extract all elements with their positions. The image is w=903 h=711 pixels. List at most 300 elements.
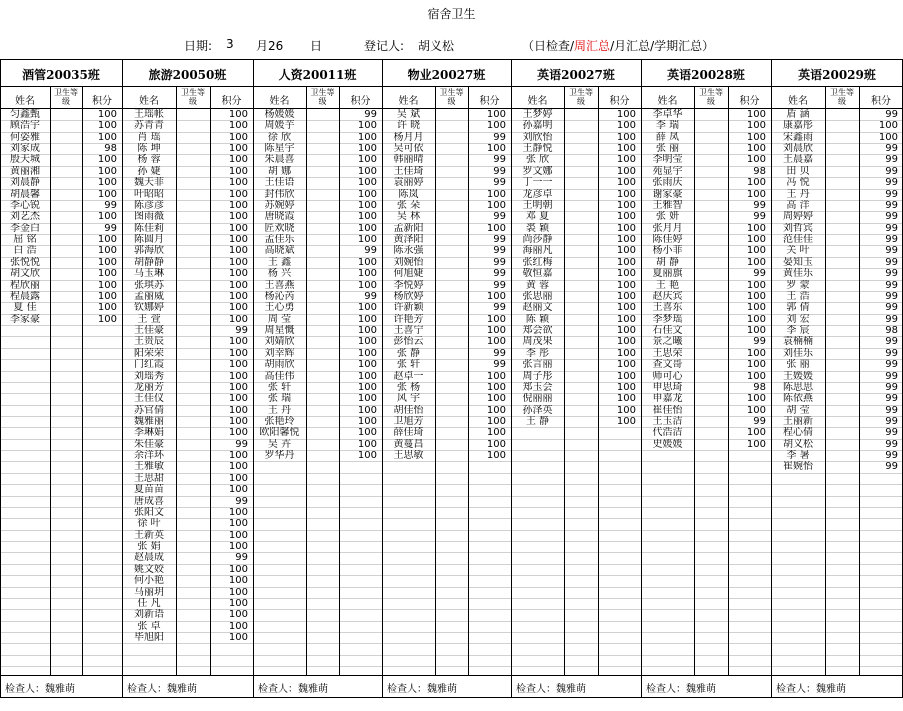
- student-name: 田 贝: [786, 166, 810, 177]
- student-name: 王贵辰: [134, 336, 164, 347]
- student-points: 99: [885, 257, 898, 268]
- student-points: 100: [228, 621, 248, 632]
- student-grade: [307, 257, 338, 268]
- student-grade: [307, 143, 338, 154]
- student-points: 100: [357, 314, 377, 325]
- student-name: 张阳文: [134, 507, 164, 518]
- student-points: 99: [753, 200, 766, 211]
- student-name: 何小艳: [134, 575, 164, 586]
- student-name: 毕旭阳: [134, 632, 164, 643]
- student-grade: [695, 143, 727, 154]
- student-points: 100: [228, 587, 248, 598]
- modes-suffix: /月汇总/学期汇总）: [610, 39, 715, 53]
- student-grade: [177, 461, 209, 472]
- student-name: 王思荣: [652, 348, 683, 359]
- student-grade: [565, 154, 597, 165]
- student-name: 王 鑫: [267, 257, 292, 268]
- student-name: 赵卓一: [393, 371, 424, 382]
- student-points: 99: [885, 427, 898, 438]
- student-name: 苏官倩: [134, 405, 164, 416]
- col-header-points: 积分: [739, 96, 760, 107]
- student-points: 100: [228, 280, 248, 291]
- student-grade: [307, 439, 338, 450]
- student-name: 盾 涵: [786, 109, 810, 120]
- student-name: 倪丽丽: [522, 393, 553, 404]
- student-grade: [826, 427, 858, 438]
- student-points: 99: [885, 359, 898, 370]
- student-name: 苏婉婷: [264, 200, 295, 211]
- student-name: 李梦瑶: [652, 314, 683, 325]
- student-grade: [51, 223, 81, 234]
- student-name: 李明莹: [652, 154, 683, 165]
- student-points: 99: [885, 154, 898, 165]
- col-header-name: 姓名: [657, 96, 678, 107]
- student-points: 100: [357, 325, 377, 336]
- student-name: 陈星宇: [264, 143, 295, 154]
- student-points: 100: [357, 200, 377, 211]
- row-gridline: [0, 655, 903, 656]
- student-name: 胡 娜: [267, 166, 292, 177]
- student-points: 100: [357, 143, 377, 154]
- student-points: 100: [228, 575, 248, 586]
- student-points: 100: [357, 120, 377, 131]
- student-points: 100: [357, 336, 377, 347]
- student-name: 李 宸: [786, 325, 810, 336]
- student-name: 王雅智: [652, 200, 683, 211]
- student-points: 100: [616, 382, 636, 393]
- student-grade: [826, 245, 858, 256]
- student-grade: [307, 359, 338, 370]
- student-grade: [565, 314, 597, 325]
- student-name: 胡 静: [655, 257, 680, 268]
- student-name: 胡晨馨: [10, 189, 40, 200]
- student-points: 100: [97, 257, 117, 268]
- student-name: 郭 倩: [786, 302, 810, 313]
- student-name: 罗文娜: [522, 166, 553, 177]
- student-name: 张红梅: [522, 257, 553, 268]
- student-points: 100: [616, 234, 636, 245]
- student-points: 100: [357, 211, 377, 222]
- student-points: 100: [228, 393, 248, 404]
- student-grade: [436, 405, 467, 416]
- student-name: 王喜东: [652, 302, 683, 313]
- student-name: 殷天城: [10, 154, 40, 165]
- student-points: 100: [97, 234, 117, 245]
- student-points: 98: [753, 382, 766, 393]
- student-points: 99: [885, 314, 898, 325]
- student-points: 100: [228, 177, 248, 188]
- student-grade: [695, 325, 727, 336]
- student-name: 崔佳怡: [652, 405, 683, 416]
- student-points: 100: [357, 166, 377, 177]
- student-grade: [307, 291, 338, 302]
- student-grade: [436, 336, 467, 347]
- student-name: 赵晨成: [134, 552, 164, 563]
- student-grade: [826, 200, 858, 211]
- student-grade: [177, 541, 209, 552]
- student-points: 100: [746, 291, 766, 302]
- student-name: 封伟欣: [264, 189, 295, 200]
- student-name: 胡义松: [783, 439, 813, 450]
- student-points: 100: [486, 120, 506, 131]
- checker-label: 检查人：: [127, 684, 167, 695]
- student-name: 王明朝: [522, 200, 553, 211]
- student-name: 薛佳琦: [393, 427, 424, 438]
- student-name: 吴 卉: [267, 439, 292, 450]
- class-name: 酒管20035班: [22, 68, 100, 82]
- student-name: 宋鑫雨: [783, 132, 813, 143]
- student-grade: [307, 109, 338, 120]
- student-points: 100: [616, 245, 636, 256]
- student-grade: [565, 336, 597, 347]
- rule-footer: [0, 697, 903, 698]
- student-name: 袁楠楠: [783, 336, 813, 347]
- student-grade: [826, 132, 858, 143]
- student-grade: [436, 325, 467, 336]
- student-grade: [695, 291, 727, 302]
- student-name: 高晓斌: [264, 245, 295, 256]
- student-grade: [695, 280, 727, 291]
- mode-weekly: 周汇总: [574, 39, 611, 53]
- student-grade: [695, 439, 727, 450]
- student-points: 100: [228, 359, 248, 370]
- student-points: 99: [885, 439, 898, 450]
- student-name: 张 欣: [525, 154, 550, 165]
- checker-name: 魏雅萌: [686, 684, 716, 695]
- student-grade: [565, 245, 597, 256]
- student-points: 100: [357, 359, 377, 370]
- student-name: 胡静静: [134, 257, 164, 268]
- student-grade: [177, 416, 209, 427]
- student-points: 100: [228, 382, 248, 393]
- student-name: 刘哲宾: [783, 223, 813, 234]
- student-grade: [565, 348, 597, 359]
- class-name: 英语20028班: [667, 68, 745, 82]
- student-name: 高佳伟: [264, 371, 295, 382]
- student-name: 陈佳婷: [652, 234, 683, 245]
- student-name: 周 莹: [267, 314, 292, 325]
- student-points: 99: [753, 416, 766, 427]
- student-points: 100: [228, 461, 248, 472]
- student-grade: [177, 245, 209, 256]
- student-name: 王 萱: [137, 314, 161, 325]
- student-grade: [307, 280, 338, 291]
- student-grade: [51, 154, 81, 165]
- student-points: 100: [746, 245, 766, 256]
- student-grade: [565, 405, 597, 416]
- student-grade: [51, 120, 81, 131]
- student-name: 魏雅丽: [134, 416, 164, 427]
- student-name: 王心勇: [264, 302, 295, 313]
- student-name: 屈 铭: [13, 234, 37, 245]
- student-name: 周子彤: [522, 371, 553, 382]
- student-points: 100: [616, 393, 636, 404]
- student-name: 景之曦: [652, 336, 683, 347]
- student-grade: [177, 280, 209, 291]
- student-name: 程心倩: [783, 427, 813, 438]
- student-grade: [565, 382, 597, 393]
- student-points: 100: [97, 291, 117, 302]
- student-name: 张 朵: [396, 200, 421, 211]
- student-grade: [307, 166, 338, 177]
- student-points: 100: [228, 336, 248, 347]
- student-grade: [436, 382, 467, 393]
- student-name: 许艳芳: [393, 314, 424, 325]
- student-points: 100: [746, 177, 766, 188]
- student-grade: [436, 132, 467, 143]
- student-name: 夏 佳: [13, 302, 37, 313]
- student-points: 100: [616, 302, 636, 313]
- student-name: 张 卓: [137, 621, 161, 632]
- student-name: 杨小菲: [652, 245, 683, 256]
- student-points: 100: [746, 257, 766, 268]
- student-points: 99: [493, 359, 506, 370]
- student-points: 100: [228, 450, 248, 461]
- checker-label: 检查人：: [516, 684, 556, 695]
- student-grade: [565, 325, 597, 336]
- student-points: 100: [228, 109, 248, 120]
- student-grade: [695, 132, 727, 143]
- student-points: 100: [228, 302, 248, 313]
- student-name: 苑显宇: [652, 166, 683, 177]
- student-name: 欧阳馨悦: [259, 427, 300, 438]
- student-grade: [177, 120, 209, 131]
- student-grade: [826, 257, 858, 268]
- student-name: 杨 蓉: [137, 154, 161, 165]
- student-points: 99: [885, 302, 898, 313]
- student-grade: [826, 461, 858, 472]
- student-grade: [307, 200, 338, 211]
- student-points: 99: [493, 245, 506, 256]
- student-grade: [826, 143, 858, 154]
- student-name: 彭怡云: [393, 336, 424, 347]
- student-name: 郑玉会: [522, 382, 553, 393]
- student-name: 吴 林: [396, 211, 421, 222]
- class-name: 英语20027班: [537, 68, 615, 82]
- student-points: 100: [228, 564, 248, 575]
- student-name: 申嘉龙: [652, 393, 683, 404]
- student-points: 100: [746, 405, 766, 416]
- student-grade: [51, 280, 81, 291]
- student-points: 100: [228, 484, 248, 495]
- col-header-points: 积分: [479, 96, 500, 107]
- date-weekday: 日: [310, 39, 323, 53]
- checker-name: 魏雅萌: [427, 684, 457, 695]
- student-points: 100: [228, 132, 248, 143]
- student-name: 胡佳怡: [393, 405, 424, 416]
- student-points: 100: [228, 632, 248, 643]
- student-name: 海丽凡: [522, 245, 553, 256]
- student-grade: [436, 427, 467, 438]
- student-grade: [565, 132, 597, 143]
- col-header-grade: 卫生等级: [830, 88, 854, 106]
- student-name: 陈佳莉: [134, 223, 164, 234]
- student-name: 匀鑫甄: [10, 109, 40, 120]
- student-points: 100: [486, 325, 506, 336]
- student-points: 100: [878, 132, 898, 143]
- student-grade: [51, 166, 81, 177]
- student-name: 门红霞: [134, 359, 164, 370]
- student-points: 100: [746, 427, 766, 438]
- student-points: 100: [97, 211, 117, 222]
- student-points: 99: [885, 405, 898, 416]
- student-name: 刘幸辉: [264, 348, 295, 359]
- student-grade: [177, 598, 209, 609]
- student-points: 100: [228, 223, 248, 234]
- student-name: 晏知玉: [783, 257, 813, 268]
- student-grade: [307, 393, 338, 404]
- student-grade: [177, 382, 209, 393]
- student-points: 99: [885, 166, 898, 177]
- student-grade: [436, 211, 467, 222]
- student-points: 100: [97, 154, 117, 165]
- student-grade: [565, 211, 597, 222]
- student-name: 陈 颖: [525, 314, 550, 325]
- student-points: 100: [616, 257, 636, 268]
- student-grade: [826, 336, 858, 347]
- student-grade: [177, 234, 209, 245]
- student-points: 99: [235, 496, 248, 507]
- student-points: 99: [885, 382, 898, 393]
- checker-name: 魏雅萌: [45, 684, 75, 695]
- student-name: 史媛媛: [652, 439, 683, 450]
- student-points: 100: [616, 371, 636, 382]
- student-grade: [695, 189, 727, 200]
- student-grade: [695, 302, 727, 313]
- student-grade: [436, 177, 467, 188]
- student-name: 徐 叶: [137, 518, 161, 529]
- student-points: 100: [616, 211, 636, 222]
- student-grade: [177, 189, 209, 200]
- student-name: 高 洋: [786, 200, 810, 211]
- student-name: 韩丽晴: [393, 154, 424, 165]
- rule-rows-bottom: [0, 675, 903, 676]
- student-name: 胡文欣: [10, 268, 40, 279]
- student-name: 白 浩: [13, 245, 37, 256]
- student-grade: [307, 120, 338, 131]
- student-points: 100: [228, 416, 248, 427]
- col-header-name: 姓名: [15, 96, 35, 107]
- student-grade: [695, 348, 727, 359]
- student-grade: [826, 348, 858, 359]
- student-grade: [436, 154, 467, 165]
- student-name: 周星慨: [264, 325, 295, 336]
- student-grade: [177, 257, 209, 268]
- student-grade: [826, 302, 858, 313]
- col-header-grade: 卫生等级: [699, 88, 723, 106]
- col-header-grade: 卫生等级: [181, 88, 205, 106]
- student-name: 吴可依: [393, 143, 424, 154]
- summary-modes: [522, 37, 714, 54]
- student-points: 100: [746, 302, 766, 313]
- student-grade: [565, 109, 597, 120]
- student-points: 100: [616, 154, 636, 165]
- student-grade: [826, 359, 858, 370]
- student-name: 黄丽湘: [10, 166, 40, 177]
- student-points: 100: [228, 530, 248, 541]
- student-grade: [695, 393, 727, 404]
- student-points: 100: [616, 109, 636, 120]
- student-name: 顾浩宇: [10, 120, 40, 131]
- student-grade: [565, 223, 597, 234]
- student-grade: [565, 359, 597, 370]
- student-points: 99: [493, 132, 506, 143]
- student-points: 100: [228, 609, 248, 620]
- student-grade: [695, 120, 727, 131]
- student-name: 张月月: [652, 223, 683, 234]
- student-points: 100: [616, 143, 636, 154]
- student-grade: [436, 166, 467, 177]
- student-points: 99: [885, 268, 898, 279]
- student-name: 张 瑞: [267, 393, 292, 404]
- student-name: 袁丽婷: [393, 177, 424, 188]
- student-name: 张 静: [396, 348, 421, 359]
- student-points: 100: [616, 166, 636, 177]
- student-name: 刘艺杰: [10, 211, 40, 222]
- row-gridline: [0, 643, 903, 644]
- student-points: 99: [885, 177, 898, 188]
- student-name: 黄佳乐: [783, 268, 813, 279]
- student-name: 魏天菲: [134, 177, 164, 188]
- student-grade: [177, 132, 209, 143]
- student-name: 张言丽: [522, 359, 553, 370]
- student-name: 石佳文: [652, 325, 683, 336]
- col-header-name: 姓名: [527, 96, 548, 107]
- student-name: 朱佳豪: [134, 439, 164, 450]
- student-grade: [436, 371, 467, 382]
- student-name: 王媛媛: [783, 371, 813, 382]
- student-name: 王佳仪: [134, 393, 164, 404]
- student-points: 100: [746, 132, 766, 143]
- student-name: 谢家豪: [652, 189, 683, 200]
- student-name: 张悦悦: [10, 257, 40, 268]
- student-name: 匠欢晓: [264, 223, 295, 234]
- student-points: 100: [616, 200, 636, 211]
- student-grade: [177, 177, 209, 188]
- student-name: 风 宇: [396, 393, 421, 404]
- student-name: 师可心: [652, 371, 683, 382]
- checker-footer: [127, 680, 197, 695]
- student-points: 99: [493, 166, 506, 177]
- student-points: 100: [228, 143, 248, 154]
- student-points: 99: [235, 552, 248, 563]
- student-points: 100: [228, 234, 248, 245]
- checker-label: 检查人：: [5, 684, 45, 695]
- student-points: 100: [616, 314, 636, 325]
- student-name: 王佳豪: [134, 325, 164, 336]
- student-name: 李家豪: [10, 314, 40, 325]
- student-name: 卫旭芳: [393, 416, 424, 427]
- student-name: 刘瑶秀: [134, 371, 164, 382]
- student-grade: [695, 427, 727, 438]
- student-grade: [826, 291, 858, 302]
- student-grade: [307, 234, 338, 245]
- student-grade: [307, 348, 338, 359]
- student-name: 何旭婕: [393, 268, 424, 279]
- student-grade: [307, 132, 338, 143]
- student-grade: [565, 166, 597, 177]
- student-grade: [177, 439, 209, 450]
- student-grade: [826, 166, 858, 177]
- student-points: 100: [228, 348, 248, 359]
- student-name: 刘家成: [10, 143, 40, 154]
- student-grade: [695, 245, 727, 256]
- student-grade: [565, 371, 597, 382]
- student-points: 100: [228, 518, 248, 529]
- student-points: 100: [486, 405, 506, 416]
- student-name: 周婷婷: [783, 211, 813, 222]
- student-points: 99: [885, 416, 898, 427]
